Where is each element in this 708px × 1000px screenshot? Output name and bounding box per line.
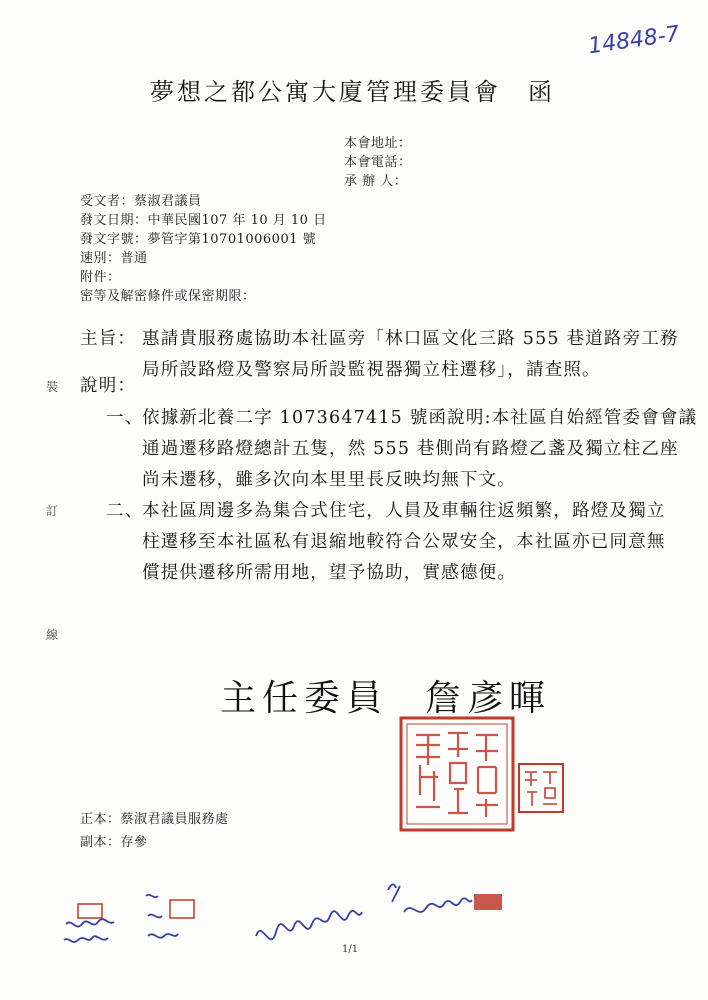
- subject-line-1: 惠請貴服務處協助本社區旁「林口區文化三路 555 巷道路旁工務: [142, 329, 679, 349]
- issue-date-row: 發文日期：中華民國107 年 10 月 10 日: [80, 213, 327, 228]
- page-number: 1/1: [342, 944, 359, 955]
- explanation-item-2-line: 柱遷移至本社區私有退縮地較符合公眾安全，本社區亦已同意無: [142, 532, 666, 552]
- copy-recipient-row: 副本：存參: [80, 835, 148, 850]
- signature-name: 詹彥暉: [425, 678, 552, 719]
- header-fields: [80, 192, 327, 306]
- subject-line-2: 局所設路燈及警察局所設監視器獨立柱遷移」，請查照。: [142, 360, 601, 380]
- sender-phone-row: 本會電話：: [344, 155, 412, 170]
- explanation-item-1-line: 尚未遷移，雖多次向本里里長反映均無下文。: [142, 470, 516, 490]
- explanation-item-2-line: 本社區周邊多為集合式住宅，人員及車輛往返頻繁，路燈及獨立: [142, 501, 666, 521]
- subject-label: 主旨：: [80, 329, 137, 349]
- handwritten-doc-number: 14848-7: [586, 21, 682, 60]
- handwritten-annotation-1: [58, 902, 118, 952]
- binding-mark: 訂: [46, 504, 59, 518]
- sender-info: [344, 134, 412, 191]
- doc-number-row: 發文字號：夢管字第10701006001 號: [80, 232, 317, 247]
- attachment-row: 附件：: [80, 270, 121, 285]
- organization-seal: [398, 715, 516, 833]
- document-title: 夢想之都公寓大廈管理委員會 函: [150, 78, 555, 106]
- handwritten-annotation-4: [382, 872, 512, 924]
- sender-address-row: 本會地址：: [344, 136, 412, 151]
- distribution-list: [80, 810, 229, 852]
- priority-row: 速別：普通: [80, 251, 148, 266]
- explanation-item-2-line: 償提供遷移所需用地，望予協助，實感德便。: [142, 563, 516, 583]
- handwritten-annotation-2: [140, 880, 212, 952]
- binding-mark: 裝: [46, 380, 59, 394]
- binding-mark: 線: [46, 628, 59, 642]
- explanation-item-1-num: 一、: [106, 408, 144, 428]
- confidentiality-row: 密等及解密條件或保密期限：: [80, 289, 256, 304]
- explanation-item-1-line: 依據新北養二字 1073647415 號函說明:本社區自始經管委會會議: [142, 408, 698, 428]
- personal-seal: [517, 762, 565, 814]
- recipient-row: 受文者：蔡淑君議員: [80, 194, 202, 209]
- sender-handler-row: 承 辦 人：: [344, 174, 408, 189]
- explanation-item-1-line: 通過遷移路燈總計五隻，然 555 巷側尚有路燈乙盞及獨立柱乙座: [142, 439, 679, 459]
- explanation-label: 說明：: [80, 376, 137, 396]
- signature-title: 主任委員: [220, 678, 389, 719]
- explanation-item-2-num: 二、: [106, 501, 144, 521]
- original-recipient-row: 正本：蔡淑君議員服務處: [80, 812, 229, 827]
